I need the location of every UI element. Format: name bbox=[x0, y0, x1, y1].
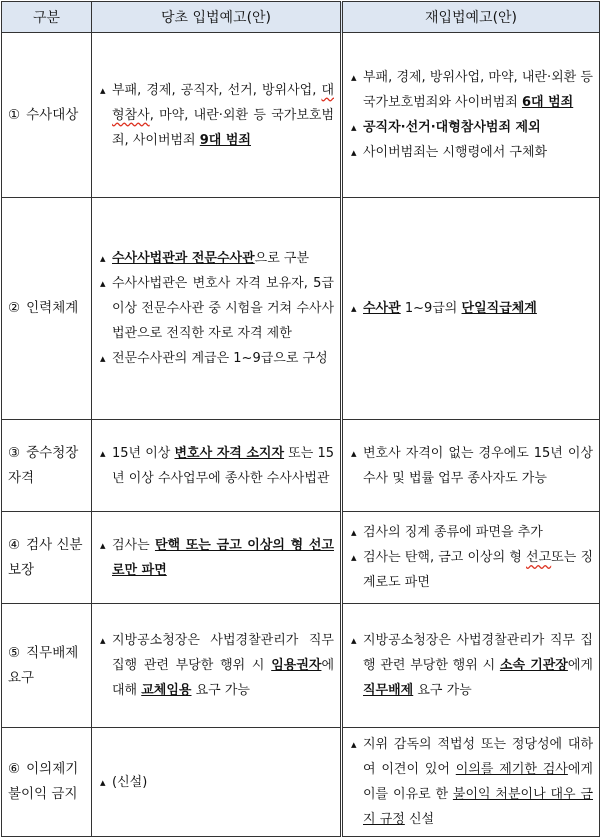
row-title: 이의제기 불이익 금지 bbox=[8, 761, 79, 802]
bullet-item: ▴ 수사사법관은 변호사 자격 보유자, 5급 이상 전문수사관 중 시험을 거쳐 수사사법관으로 전직한 자로 자격 제한 bbox=[100, 271, 334, 346]
row-title: 인력체계 bbox=[26, 300, 79, 316]
row-label bbox=[2, 420, 92, 512]
bullet-item: ▴ 공직자·선거·대형참사범죄 제외 bbox=[351, 115, 593, 140]
bullet-item: ▴ 지방공소청장은 사법경찰관리가 직무 집행 관련 부당한 행위 시 소속 기관장에게 직무배제 요구 가능 bbox=[351, 628, 593, 703]
bullet-item: ▴ 수사사법관과 전문수사관으로 구분 bbox=[100, 246, 334, 271]
row-title: 직무배제 요구 bbox=[8, 644, 79, 686]
original-cell bbox=[92, 604, 342, 728]
revised-cell bbox=[342, 33, 600, 198]
row-title: 수사대상 bbox=[26, 106, 79, 123]
bullet-item: ▴ 지방공소청장은 사법경찰관리가 직무 집행 관련 부당한 행위 시 임용권자에 대해 교체임용 요구 가능 bbox=[100, 628, 334, 703]
bullet-item: ▴ 변호사 자격이 없는 경우에도 15년 이상 수사 및 법률 업무 종사자도 가능 bbox=[351, 441, 593, 491]
row-number: ① bbox=[8, 106, 21, 123]
row-number: ③ bbox=[8, 444, 21, 461]
bullet-item: ▴ 지위 감독의 적법성 또는 정당성에 대하여 이견이 있어 이의를 제기한 검사에게 이를 이유로 한 불이익 처분이나 대우 금지 규정 신설 bbox=[351, 732, 593, 832]
row-number: ② bbox=[8, 300, 21, 316]
original-cell bbox=[92, 512, 342, 604]
row-number: ④ bbox=[8, 536, 21, 553]
revised-cell bbox=[342, 198, 600, 420]
table-row bbox=[2, 33, 600, 198]
table-row bbox=[2, 198, 600, 420]
revised-cell bbox=[342, 420, 600, 512]
row-label bbox=[2, 198, 92, 420]
table-row bbox=[2, 512, 600, 604]
bullet-item: ▴ 검사는 탄핵, 금고 이상의 형 선고또는 징계로도 파면 bbox=[351, 545, 593, 595]
original-cell bbox=[92, 198, 342, 420]
row-number: ⑤ bbox=[8, 644, 21, 661]
row-title: 중수청장 자격 bbox=[8, 444, 79, 486]
table-header-row bbox=[2, 2, 600, 33]
bullet-item: ▴ 전문수사관의 계급은 1~9급으로 구성 bbox=[100, 346, 334, 371]
header-category: 구분 bbox=[2, 2, 92, 33]
original-cell bbox=[92, 728, 342, 837]
bullet-item: ▴ 검사의 징계 종류에 파면을 추가 bbox=[351, 520, 593, 545]
row-label bbox=[2, 604, 92, 728]
table-row bbox=[2, 728, 600, 837]
row-number: ⑥ bbox=[8, 761, 21, 777]
comparison-table bbox=[1, 1, 600, 837]
bullet-item: ▴ 15년 이상 변호사 자격 소지자 또는 15년 이상 수사업무에 종사한 수사사법관 bbox=[100, 441, 334, 491]
header-original-draft: 당초 입법예고(안) bbox=[92, 2, 342, 33]
row-label bbox=[2, 33, 92, 198]
bullet-item: ▴ 수사관 1~9급의 단일직급체계 bbox=[351, 296, 593, 321]
bullet-item: ▴ 부패, 경제, 공직자, 선거, 방위사업, 대형참사, 마약, 내란·외환 등 국가보호범죄, 사이버범죄 9대 범죄 bbox=[100, 78, 334, 153]
row-title: 검사 신분보장 bbox=[8, 536, 83, 578]
table-row bbox=[2, 604, 600, 728]
original-cell bbox=[92, 420, 342, 512]
revised-cell bbox=[342, 728, 600, 837]
revised-cell bbox=[342, 512, 600, 604]
bullet-item: ▴ 검사는 탄핵 또는 금고 이상의 형 선고로만 파면 bbox=[100, 533, 334, 583]
bullet-item: ▴ 부패, 경제, 방위사업, 마약, 내란·외환 등 국가보호범죄와 사이버범죄 6대 범죄 bbox=[351, 65, 593, 115]
row-label bbox=[2, 512, 92, 604]
bullet-item: ▴ (신설) bbox=[100, 770, 334, 795]
header-revised-draft: 재입법예고(안) bbox=[342, 2, 600, 33]
revised-cell bbox=[342, 604, 600, 728]
row-label bbox=[2, 728, 92, 837]
bullet-item: ▴ 사이버범죄는 시행령에서 구체화 bbox=[351, 140, 593, 165]
table-row bbox=[2, 420, 600, 512]
original-cell bbox=[92, 33, 342, 198]
